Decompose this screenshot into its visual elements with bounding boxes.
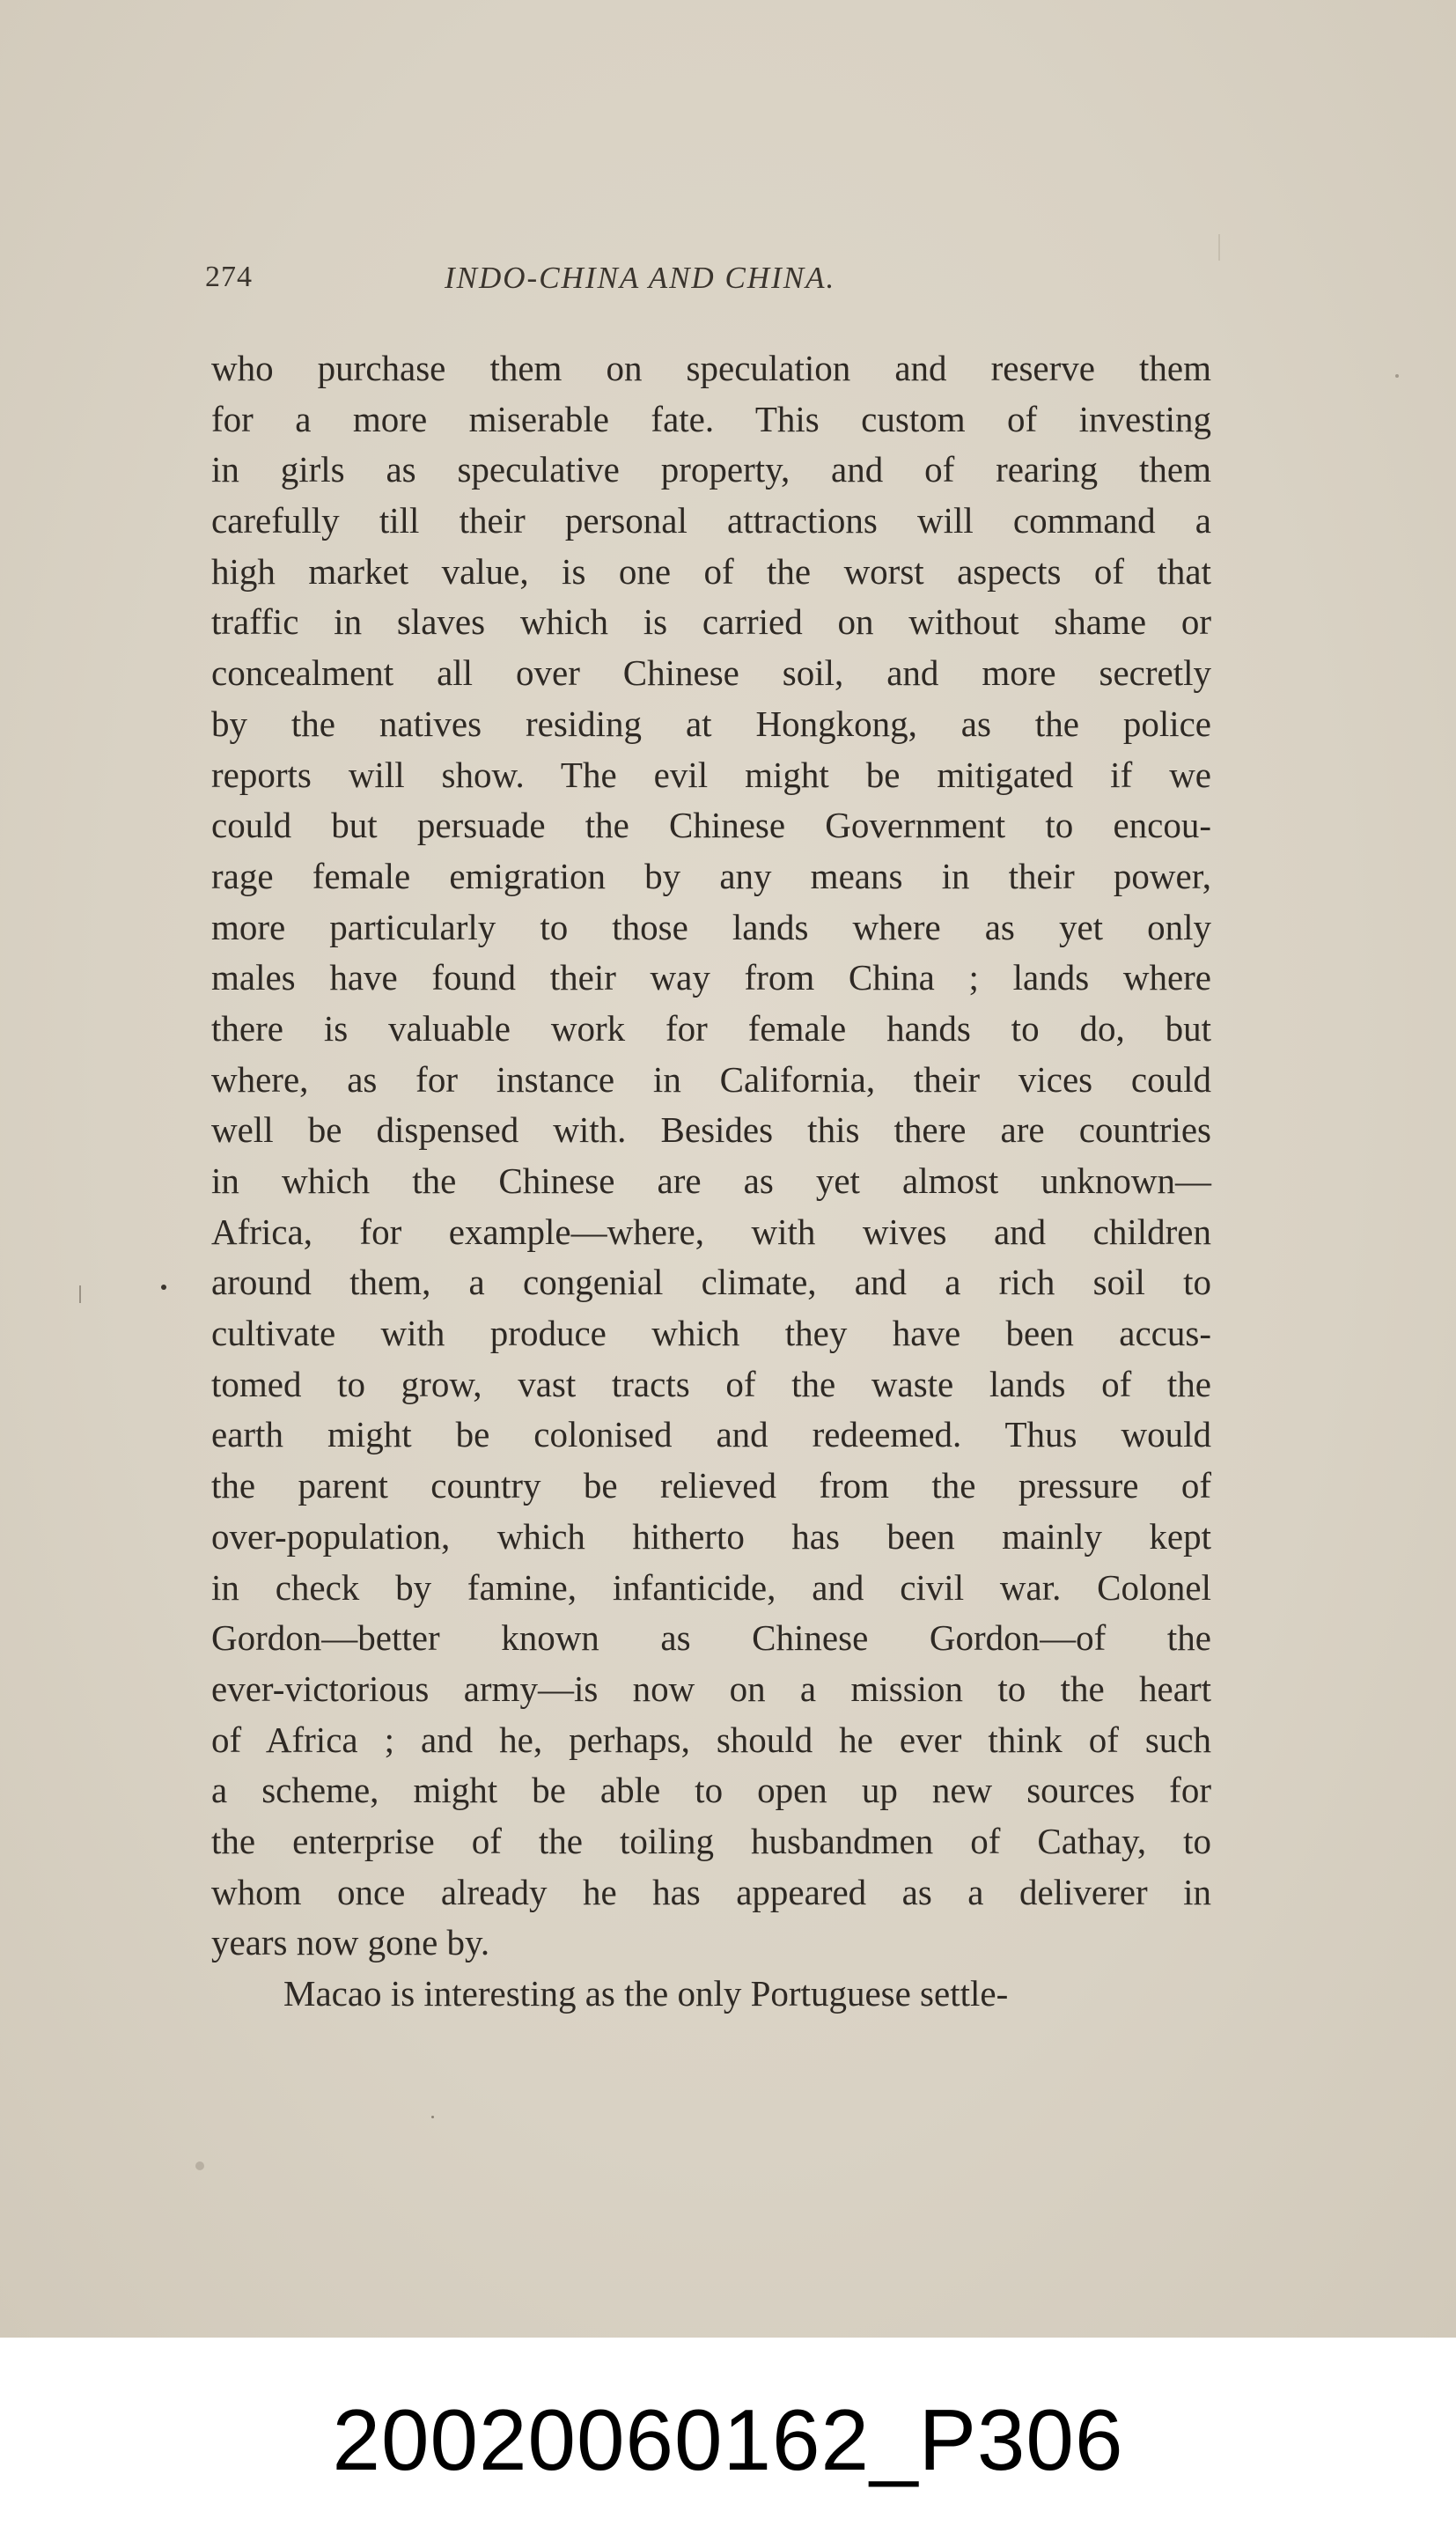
text-line: concealment all over Chinese soil, and more secretly: [211, 652, 1211, 694]
paper-speck: [431, 2116, 434, 2118]
text-line: there is valuable work for female hands to do, but: [211, 1007, 1211, 1049]
scan-identifier-caption: 20020060162_P306: [332, 2391, 1124, 2488]
paper-speck: [1395, 374, 1399, 378]
text-line: ever-victorious army—is now on a mission to the heart: [211, 1668, 1211, 1709]
text-line: the enterprise of the toiling husbandmen of Cathay, to: [211, 1820, 1211, 1861]
text-line: a scheme, might be able to open up new sources for: [211, 1770, 1211, 1811]
text-line: traffic in slaves which is carried on without shame or: [211, 601, 1211, 643]
text-line: the parent country be relieved from the pressure of: [211, 1465, 1211, 1506]
text-line: cultivate with produce which they have been accus-: [211, 1313, 1211, 1354]
text-line: of Africa ; and he, perhaps, should he ever think of such: [211, 1719, 1211, 1760]
body-text: [211, 343, 1211, 2020]
text-line: where, as for instance in California, their vices could: [211, 1058, 1211, 1100]
text-line: Gordon—better known as Chinese Gordon—of the: [211, 1617, 1211, 1659]
text-line: carefully till their personal attractions will command a: [211, 500, 1211, 541]
paper-mark: [1218, 234, 1220, 261]
text-line-paragraph-end: years now gone by.: [211, 1922, 490, 1963]
text-line: in check by famine, infanticide, and civil war. Colonel: [211, 1566, 1211, 1608]
page-number: 274: [205, 261, 253, 293]
margin-mark: [79, 1285, 81, 1303]
text-line: by the natives residing at Hongkong, as the police: [211, 703, 1211, 744]
text-line: in girls as speculative property, and of rearing them: [211, 449, 1211, 490]
text-line: for a more miserable fate. This custom of investing: [211, 398, 1211, 439]
text-line: around them, a congenial climate, and a rich soil to: [211, 1262, 1211, 1303]
text-line: high market value, is one of the worst aspects of that: [211, 550, 1211, 592]
caption-area: [0, 2338, 1456, 2548]
text-line: Africa, for example—where, with wives and children: [211, 1211, 1211, 1252]
text-line: earth might be colonised and redeemed. Thus would: [211, 1414, 1211, 1455]
text-line-new-paragraph: Macao is interesting as the only Portuguese settle-: [283, 1973, 1009, 2014]
text-line: whom once already he has appeared as a deliverer in: [211, 1871, 1211, 1912]
running-title: INDO-CHINA AND CHINA.: [445, 261, 836, 295]
text-line: tomed to grow, vast tracts of the waste lands of the: [211, 1363, 1211, 1404]
text-line: more particularly to those lands where as yet only: [211, 906, 1211, 947]
text-line: could but persuade the Chinese Government to encou-: [211, 805, 1211, 846]
text-line: rage female emigration by any means in their power,: [211, 855, 1211, 896]
margin-dot: [161, 1285, 166, 1290]
text-line: well be dispensed with. Besides this there are countries: [211, 1109, 1211, 1151]
text-line: who purchase them on speculation and reserve them: [211, 348, 1211, 388]
text-line: in which the Chinese are as yet almost unknown—: [211, 1160, 1211, 1201]
text-line: males have found their way from China ; lands where: [211, 957, 1211, 998]
running-head: [205, 261, 971, 305]
text-line: reports will show. The evil might be mitigated if we: [211, 754, 1211, 795]
paper-stain: [195, 2161, 204, 2170]
text-line: over-population, which hitherto has been mainly kept: [211, 1515, 1211, 1557]
